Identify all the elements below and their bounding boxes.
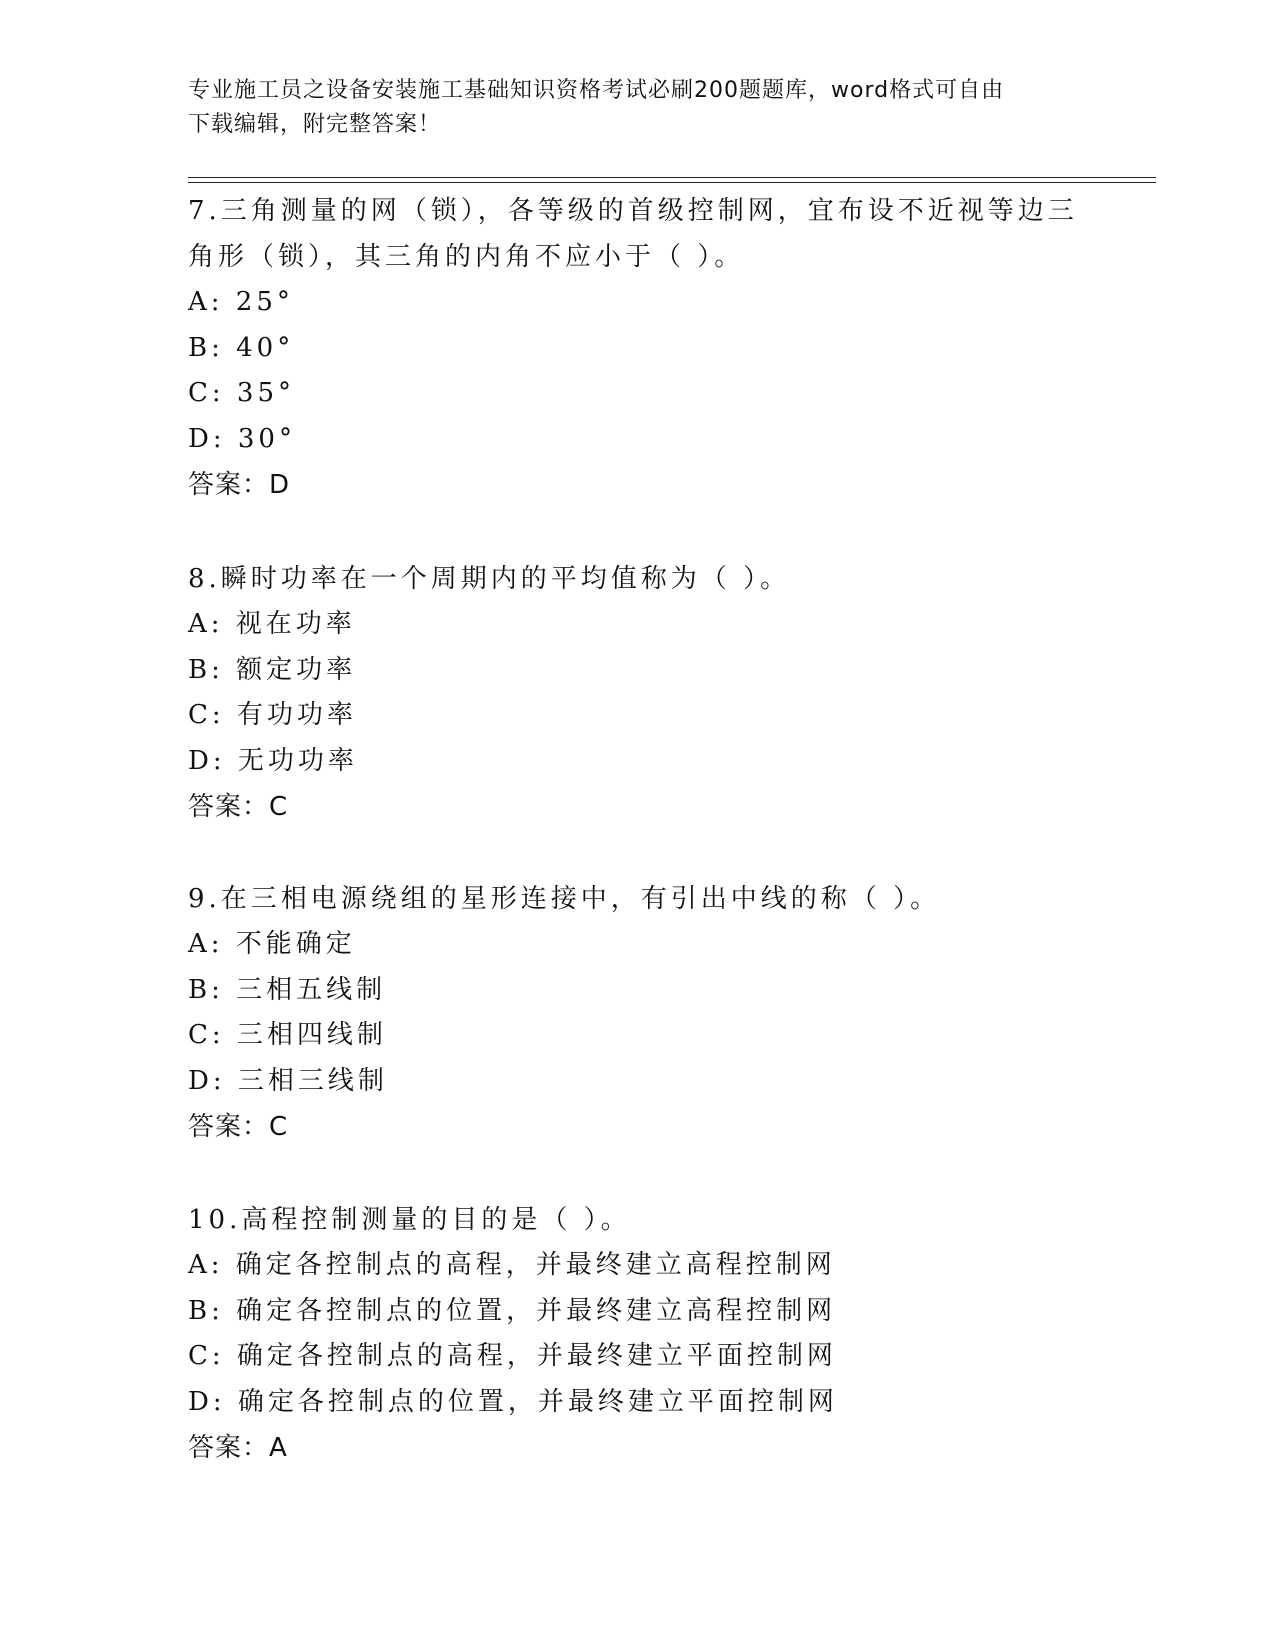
option-c: C: 确定各控制点的高程，并最终建立平面控制网	[188, 1341, 837, 1371]
option-d: D: 30°	[188, 423, 296, 454]
answer: 答案：D	[188, 470, 291, 500]
option-d: D: 三相三线制	[188, 1065, 388, 1096]
question-stem: 9.在三相电源绕组的星形连接中，有引出中线的称（ ）。	[188, 884, 941, 914]
option-c: C: 有功功率	[188, 700, 357, 730]
option-a: A: 确定各控制点的高程，并最终建立高程控制网	[188, 1250, 836, 1280]
answer: 答案：C	[188, 1112, 289, 1142]
question-stem-continued: 角形（锁），其三角的内角不应小于（ ）。	[188, 242, 745, 272]
question-10	[188, 1197, 1088, 1471]
question-8	[188, 556, 1088, 830]
header-line-2: 下载编辑，附完整答案！	[188, 112, 442, 137]
question-stem: 7.三角测量的网（锁），各等级的首级控制网，宜布设不近视等边三	[188, 196, 1078, 226]
header-line-1: 专业施工员之设备安装施工基础知识资格考试必刷200题题库，word格式可自由	[188, 78, 1005, 103]
option-b: B: 额定功率	[188, 654, 357, 685]
question-stem: 10.高程控制测量的目的是（ ）。	[188, 1205, 631, 1235]
option-b: B: 确定各控制点的位置，并最终建立高程控制网	[188, 1295, 837, 1326]
option-c: C: 三相四线制	[188, 1020, 387, 1050]
answer: 答案：C	[188, 792, 289, 822]
option-b: B: 三相五线制	[188, 974, 387, 1005]
option-d: D: 无功功率	[188, 745, 358, 776]
question-stem: 8.瞬时功率在一个周期内的平均值称为（ ）。	[188, 564, 791, 594]
option-a: A: 25°	[188, 287, 294, 317]
document-header	[188, 74, 1068, 142]
option-d: D: 确定各控制点的位置，并最终建立平面控制网	[188, 1386, 838, 1417]
option-a: A: 视在功率	[188, 609, 356, 639]
header-divider-bottom	[188, 182, 1156, 183]
option-c: C: 35°	[188, 378, 296, 408]
question-7	[188, 188, 1088, 508]
question-9	[188, 876, 1088, 1150]
option-a: A: 不能确定	[188, 929, 356, 959]
answer: 答案：A	[188, 1433, 288, 1463]
header-divider-top	[188, 177, 1156, 178]
option-b: B: 40°	[188, 332, 295, 363]
